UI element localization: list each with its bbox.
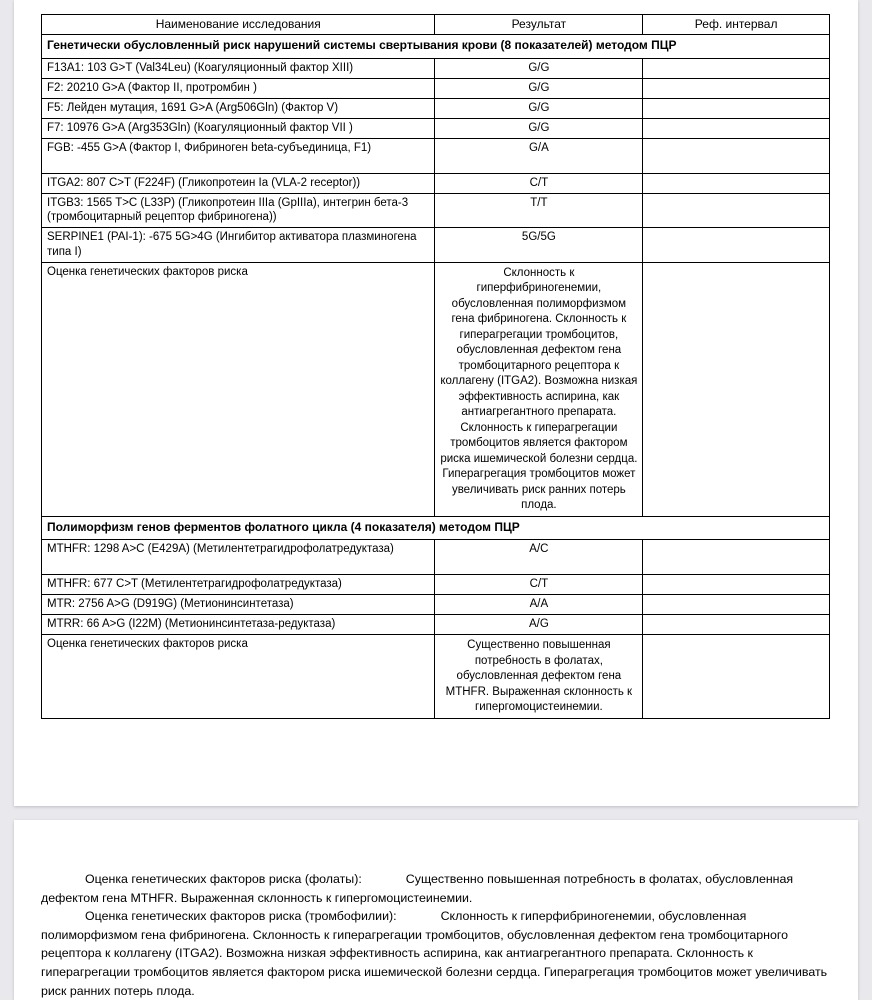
test-result: G/G [435, 118, 643, 138]
assessment-text: Склонность к гиперфибриногенемии, обусловленная полиморфизмом гена фибриногена. Склонность к гиперагрегации тромбоцитов, обусловленная дефектом гена тромбоцитарного рецептора к коллагену (ITGA2). Возможна низкая эффективность аспирина, как антиагрегантного препарата. Склонность к гиперагрегации тромбоцитов является фактором риска ишемической болезни сердца. Гиперагрегация тромбоцитов может увеличивать риск ранних потерь плода. [435, 262, 643, 516]
table-row [42, 228, 830, 262]
test-result: T/T [435, 193, 643, 227]
test-name: F2: 20210 G>A (Фактор II, протромбин ) [42, 78, 435, 98]
table-row [42, 98, 830, 118]
table-row [42, 173, 830, 193]
assessment-reference [643, 262, 830, 516]
document-page-2 [14, 820, 858, 1000]
note-folate [41, 870, 841, 907]
test-reference [643, 98, 830, 118]
table-row [42, 615, 830, 635]
column-header-name: Наименование исследования [42, 15, 435, 35]
table-row [42, 138, 830, 173]
assessment-text: Существенно повышенная потребность в фолатах, обусловленная дефектом гена MTHFR. Выраженная склонность к гипергомоцистеинемии. [435, 635, 643, 719]
table-header-row [42, 15, 830, 35]
note-thrombophilia-label: Оценка генетических факторов риска (тромбофилии): [85, 909, 397, 924]
column-header-reference: Реф. интервал [643, 15, 830, 35]
test-result: C/T [435, 575, 643, 595]
table-header [42, 15, 830, 35]
lab-results-table [41, 14, 830, 719]
table-row [42, 78, 830, 98]
test-name: MTRR: 66 A>G (I22M) (Метионинсинтетаза-редуктаза) [42, 615, 435, 635]
document-page-1 [14, 0, 858, 806]
risk-assessment-notes [41, 870, 841, 1000]
table-row [42, 193, 830, 227]
test-result: 5G/5G [435, 228, 643, 262]
test-reference [643, 138, 830, 173]
test-result: G/G [435, 58, 643, 78]
table-row [42, 58, 830, 78]
test-reference [643, 118, 830, 138]
test-reference [643, 575, 830, 595]
test-name: FGB: -455 G>A (Фактор I, Фибриноген beta-субъединица, F1) [42, 138, 435, 173]
assessment-reference [643, 635, 830, 719]
table-body [42, 35, 830, 718]
table-row [42, 118, 830, 138]
section-title-thrombophilia: Генетически обусловленный риск нарушений системы свертывания крови (8 показателей) методом ПЦР [42, 35, 830, 58]
note-folate-text: Существенно повышенная потребность в фолатах, обусловленная дефектом гена MTHFR. Выраженная склонность к гипергомоцистеинемии. [41, 872, 794, 905]
test-result: G/A [435, 138, 643, 173]
test-reference [643, 173, 830, 193]
test-reference [643, 540, 830, 575]
note-folate-label: Оценка генетических факторов риска (фолаты): [85, 872, 362, 886]
assessment-label: Оценка генетических факторов риска [42, 262, 435, 516]
test-name: MTHFR: 1298 A>C (E429A) (Метилентетрагидрофолатредуктаза) [42, 540, 435, 575]
test-name: SERPINE1 (PAI-1): -675 5G>4G (Ингибитор активатора плазминогена типа I) [42, 228, 435, 262]
test-result: A/C [435, 540, 643, 575]
test-name: MTR: 2756 A>G (D919G) (Метионинсинтетаза) [42, 595, 435, 615]
section-title-folate: Полиморфизм генов ферментов фолатного цикла (4 показателя) методом ПЦР [42, 516, 830, 539]
test-name: F7: 10976 G>A (Arg353Gln) (Коагуляционный фактор VII ) [42, 118, 435, 138]
test-name: ITGA2: 807 C>T (F224F) (Гликопротеин Ia (VLA-2 receptor)) [42, 173, 435, 193]
test-reference [643, 615, 830, 635]
test-result: G/G [435, 78, 643, 98]
table-row [42, 595, 830, 615]
test-reference [643, 193, 830, 227]
test-name: MTHFR: 677 C>T (Метилентетрагидрофолатредуктаза) [42, 575, 435, 595]
note-thrombophilia-text: Склонность к гиперфибриногенемии, обусловленная полиморфизмом гена фибриногена. Склонность к гиперагрегации тромбоцитов, обусловленная дефектом гена тромбоцитарного рецептора к коллагену (ITGA2). Возможна низкая эффективность аспирина, как антиагрегантного препарата. Склонность к гиперагрегации тромбоцитов является фактором риска ишемической болезни сердца. Гиперагрегация тромбоцитов может увеличивать риск ранних потерь плода. [41, 909, 828, 998]
test-name: ITGB3: 1565 T>C (L33P) (Гликопротеин IIIa (GpIIIa), интегрин бета-3 (тромбоцитарный рецептор фибриногена)) [42, 193, 435, 227]
test-result: G/G [435, 98, 643, 118]
note-thrombophilia [41, 907, 841, 1000]
table-row-assessment [42, 635, 830, 719]
test-reference [643, 78, 830, 98]
test-reference [643, 58, 830, 78]
test-reference [643, 595, 830, 615]
assessment-label: Оценка генетических факторов риска [42, 635, 435, 719]
test-result: A/G [435, 615, 643, 635]
table-row [42, 540, 830, 575]
table-row [42, 575, 830, 595]
section-header-row [42, 516, 830, 539]
test-result: A/A [435, 595, 643, 615]
test-name: F5: Лейден мутация, 1691 G>A (Arg506Gln) (Фактор V) [42, 98, 435, 118]
section-header-row [42, 35, 830, 58]
test-name: F13A1: 103 G>T (Val34Leu) (Коагуляционный фактор XIII) [42, 58, 435, 78]
table-row-assessment [42, 262, 830, 516]
test-reference [643, 228, 830, 262]
column-header-result: Результат [435, 15, 643, 35]
test-result: C/T [435, 173, 643, 193]
